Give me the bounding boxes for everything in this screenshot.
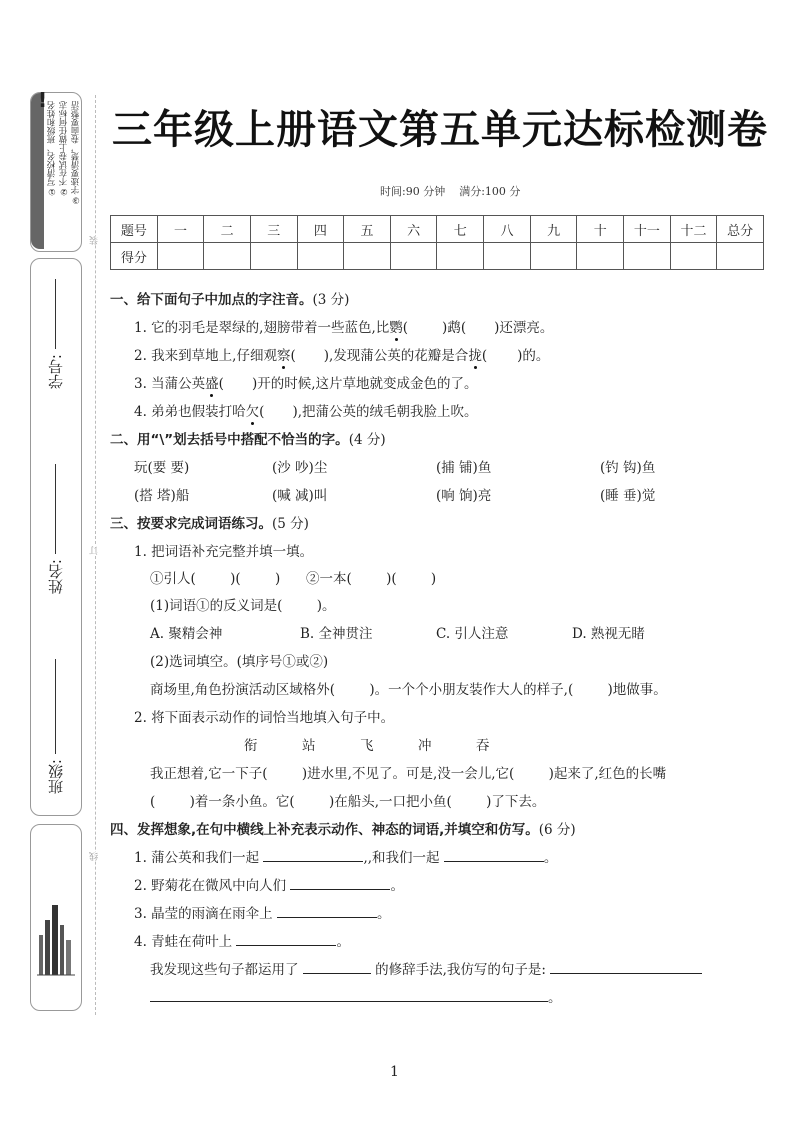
- q4-3-blank[interactable]: [277, 904, 377, 918]
- score-col-4: 四: [297, 216, 344, 243]
- score-cell[interactable]: [297, 243, 344, 270]
- q1-2-text-f: )的。: [517, 348, 550, 364]
- class-label: 班级:: [47, 759, 65, 795]
- q3-verb: 吞: [476, 738, 490, 754]
- q4-5-text-a: 我发现这些句子都运用了: [150, 962, 299, 978]
- q4-item-1: [134, 846, 557, 866]
- q1-2-dotted-char-2: 拢: [468, 348, 482, 364]
- q4-rhetoric-blank[interactable]: [303, 960, 371, 974]
- score-col-12: 十二: [670, 216, 717, 243]
- q3-p1[interactable]: (1)词语①的反义词是( )。: [150, 598, 336, 614]
- exclamation-icon: !: [38, 88, 48, 112]
- q2-row-2: [134, 484, 655, 504]
- score-cell[interactable]: [204, 243, 251, 270]
- q3-story-1[interactable]: 我正想着,它一下子( )进水里,不见了。可是,没一会儿,它( )起来了,红色的长嘴: [150, 766, 667, 782]
- cut-mark-3: 线: [90, 852, 100, 861]
- q4-4-text-a: 4. 青蛙在荷叶上: [134, 934, 233, 950]
- q1-1-answer-1[interactable]: [408, 319, 442, 332]
- q3-option-a[interactable]: A. 聚精会神: [150, 626, 223, 642]
- q1-4-dotted-char: 欠: [245, 404, 260, 420]
- q1-4-paren-open: (: [259, 404, 265, 420]
- q1-2-text-a: 2. 我来到草地上,仔细观: [134, 348, 277, 364]
- q2-pair[interactable]: (搭 塔)船: [134, 488, 190, 504]
- q4-heading-text: 四、发挥想象,在句中横线上补充表示动作、神态的词语,并填空和仿写。: [110, 822, 539, 838]
- q4-item-2: [134, 874, 404, 894]
- score-cell[interactable]: [157, 243, 204, 270]
- q1-2-paren-open: (: [290, 348, 296, 364]
- q3-sub1: 1. 把词语补充完整并填一填。: [134, 544, 314, 560]
- q2-pair[interactable]: (捕 铺)鱼: [436, 460, 492, 476]
- q1-4-answer[interactable]: [264, 403, 292, 416]
- student-info-box: [30, 258, 82, 816]
- q4-item-5: [150, 958, 702, 978]
- q3-options: [150, 622, 645, 642]
- q3-p2: (2)选词填空。(填序号①或②): [150, 654, 329, 670]
- q1-item-3: [134, 372, 478, 392]
- q4-6-text: 。: [548, 990, 562, 1006]
- q4-imitation-blank-1[interactable]: [550, 960, 702, 974]
- q2-pair[interactable]: (沙 吵)尘: [272, 460, 328, 476]
- q3-p2-text[interactable]: 商场里,角色扮演活动区域格外( )。一个个小朋友装作大人的样子,( )地做事。: [150, 682, 667, 698]
- cut-mark-2: 订: [90, 546, 100, 555]
- q4-4-blank[interactable]: [236, 932, 336, 946]
- q1-item-2: [134, 344, 549, 364]
- q1-2-dotted-char-1: 察: [276, 348, 291, 364]
- q3-option-b[interactable]: B. 全神贯注: [300, 626, 373, 642]
- score-col-9: 九: [530, 216, 577, 243]
- page-title: 三年级上册语文第五单元达标检测卷: [112, 107, 768, 153]
- q3-sub2: 2. 将下面表示动作的词恰当地填入句子中。: [134, 710, 395, 726]
- q4-1-blank-2[interactable]: [444, 848, 544, 862]
- q1-3-answer[interactable]: [224, 375, 252, 388]
- q1-2-paren-open-2: (: [481, 348, 488, 364]
- notice-label: 注意事项: [34, 315, 44, 351]
- q2-row-1: [134, 456, 655, 476]
- score-cell[interactable]: [577, 243, 624, 270]
- score-cell[interactable]: [437, 243, 484, 270]
- q1-1-answer-2[interactable]: [466, 319, 494, 332]
- q4-points: (6 分): [538, 822, 576, 838]
- q2-pair[interactable]: (喊 减)叫: [272, 488, 328, 504]
- score-col-1: 一: [157, 216, 204, 243]
- q3-option-c[interactable]: C. 引人注意: [436, 626, 509, 642]
- q3-story-2[interactable]: ( )着一条小鱼。它( )在船头,一口把小鱼( )了下去。: [150, 794, 546, 810]
- score-col-3: 三: [250, 216, 297, 243]
- notice-box: [30, 92, 82, 351]
- page-number: 1: [390, 1064, 399, 1080]
- q4-2-text-b: 。: [390, 878, 404, 894]
- binding-dashed-line: [95, 95, 96, 1015]
- q1-2-text-c: ),发现蒲公英的花瓣是合: [323, 348, 469, 364]
- q3-verb: 飞: [360, 738, 374, 754]
- q1-item-1: [134, 316, 553, 336]
- q1-4-text-a: 4. 弟弟也假装打哈: [134, 404, 246, 420]
- score-cell[interactable]: [530, 243, 577, 270]
- notice-item-3: ③字迹要清楚，卷面要整洁: [71, 101, 81, 205]
- q1-1-text-d: )还漂亮。: [494, 320, 554, 336]
- q4-imitation-blank-2[interactable]: [150, 988, 548, 1002]
- q4-item-3: [134, 902, 390, 922]
- exam-full-score: 满分:100 分: [459, 185, 521, 198]
- score-table-row2-label: 得分: [111, 243, 158, 270]
- score-col-11: 十一: [624, 216, 671, 243]
- q1-1-text-c: )鹉(: [442, 320, 467, 336]
- q1-1-dotted-char: 鹦: [389, 320, 403, 336]
- q4-3-text-b: 。: [376, 906, 391, 922]
- q4-1-text-c: 。: [543, 850, 558, 866]
- score-cell[interactable]: [250, 243, 297, 270]
- q4-1-text-a: 1. 蒲公英和我们一起: [134, 850, 260, 866]
- logo-box: [30, 824, 82, 1011]
- city-skyline-logo: [33, 865, 79, 985]
- score-col-2: 二: [204, 216, 251, 243]
- q1-4-text-c: ),把蒲公英的绒毛朝我脸上吹。: [292, 404, 478, 420]
- q4-2-text-a: 2. 野菊花在微风中向人们: [134, 878, 287, 894]
- score-cell[interactable]: [717, 243, 764, 270]
- score-table-row1-label: 题号: [111, 216, 158, 243]
- q2-pair[interactable]: 玩(要 要): [134, 460, 190, 476]
- score-table: [110, 215, 764, 270]
- q1-1-paren-open: (: [402, 320, 409, 336]
- q1-heading: [110, 288, 349, 308]
- q4-item-6: [150, 986, 562, 1006]
- student-name-line[interactable]: [55, 464, 57, 554]
- q3-words[interactable]: ①引人( )( ) ②一本( )( ): [150, 571, 437, 587]
- q2-heading: [110, 428, 386, 448]
- q1-points: (3 分): [312, 292, 350, 308]
- q4-2-blank[interactable]: [290, 876, 390, 890]
- q1-3-text-a: 3. 当蒲公英: [134, 376, 206, 392]
- notice-item-2: ②不在试卷上做任何标志: [59, 101, 69, 196]
- score-col-8: 八: [484, 216, 531, 243]
- q4-3-text-a: 3. 晶莹的雨滴在雨伞上: [134, 906, 273, 922]
- q4-1-blank-1[interactable]: [263, 848, 363, 862]
- notice-item-1: ①写清校名、班级和姓名: [47, 101, 57, 196]
- q2-pair[interactable]: (睡 垂)觉: [600, 488, 656, 504]
- q3-verbs: [244, 734, 490, 754]
- exam-meta: [380, 183, 520, 199]
- q3-verb: 站: [302, 738, 316, 754]
- score-table-score-row: [111, 243, 764, 270]
- q1-1-text-a: 1. 它的羽毛是翠绿的,翅膀带着一些蓝色,比: [134, 320, 390, 336]
- q1-3-text-c: )开的时候,这片草地就变成金色的了。: [251, 376, 478, 392]
- q1-2-answer-2[interactable]: [487, 347, 517, 360]
- q3-verb: 衔: [244, 738, 258, 754]
- q1-3-dotted-char: 盛: [205, 376, 219, 392]
- student-id-label: 学号:: [47, 354, 65, 390]
- score-cell[interactable]: [390, 243, 437, 270]
- score-cell[interactable]: [344, 243, 391, 270]
- notice-label-bg: [31, 93, 44, 249]
- score-table-header-row: [111, 216, 764, 243]
- exam-time: 时间:90 分钟: [380, 185, 446, 198]
- cut-mark-1: 装: [90, 236, 100, 245]
- score-cell[interactable]: [624, 243, 671, 270]
- q4-5-text-b: 的修辞手法,我仿写的句子是:: [375, 962, 546, 978]
- q3-heading-text: 三、按要求完成词语练习。: [110, 516, 272, 532]
- score-col-10: 十: [577, 216, 624, 243]
- student-name-label: 姓名:: [47, 559, 65, 595]
- q2-pair[interactable]: (钓 钩)鱼: [600, 460, 656, 476]
- q4-item-4: [134, 930, 350, 950]
- q2-points: (4 分): [348, 432, 386, 448]
- q2-pair[interactable]: (响 饷)亮: [436, 488, 492, 504]
- q3-points: (5 分): [272, 516, 309, 532]
- q4-heading: [110, 818, 576, 838]
- q1-heading-text: 一、给下面句子中加点的字注音。: [110, 292, 313, 308]
- student-id-line[interactable]: [55, 279, 57, 349]
- q3-heading: [110, 512, 309, 532]
- q1-item-4: [134, 400, 478, 420]
- score-col-7: 七: [437, 216, 484, 243]
- q3-option-d[interactable]: D. 熟视无睹: [572, 626, 645, 642]
- q1-3-paren-open: (: [218, 376, 224, 392]
- q4-4-text-b: 。: [336, 934, 350, 950]
- q3-verb: 冲: [418, 738, 432, 754]
- score-col-6: 六: [390, 216, 437, 243]
- score-col-5: 五: [344, 216, 391, 243]
- q4-1-text-b: ,,和我们一起: [363, 850, 440, 866]
- score-col-total: 总分: [717, 216, 764, 243]
- q1-2-answer-1[interactable]: [296, 347, 324, 360]
- score-cell[interactable]: [670, 243, 717, 270]
- q2-heading-text: 二、用“\”划去括号中搭配不恰当的字。: [110, 432, 349, 448]
- class-line[interactable]: [55, 659, 57, 754]
- score-cell[interactable]: [484, 243, 531, 270]
